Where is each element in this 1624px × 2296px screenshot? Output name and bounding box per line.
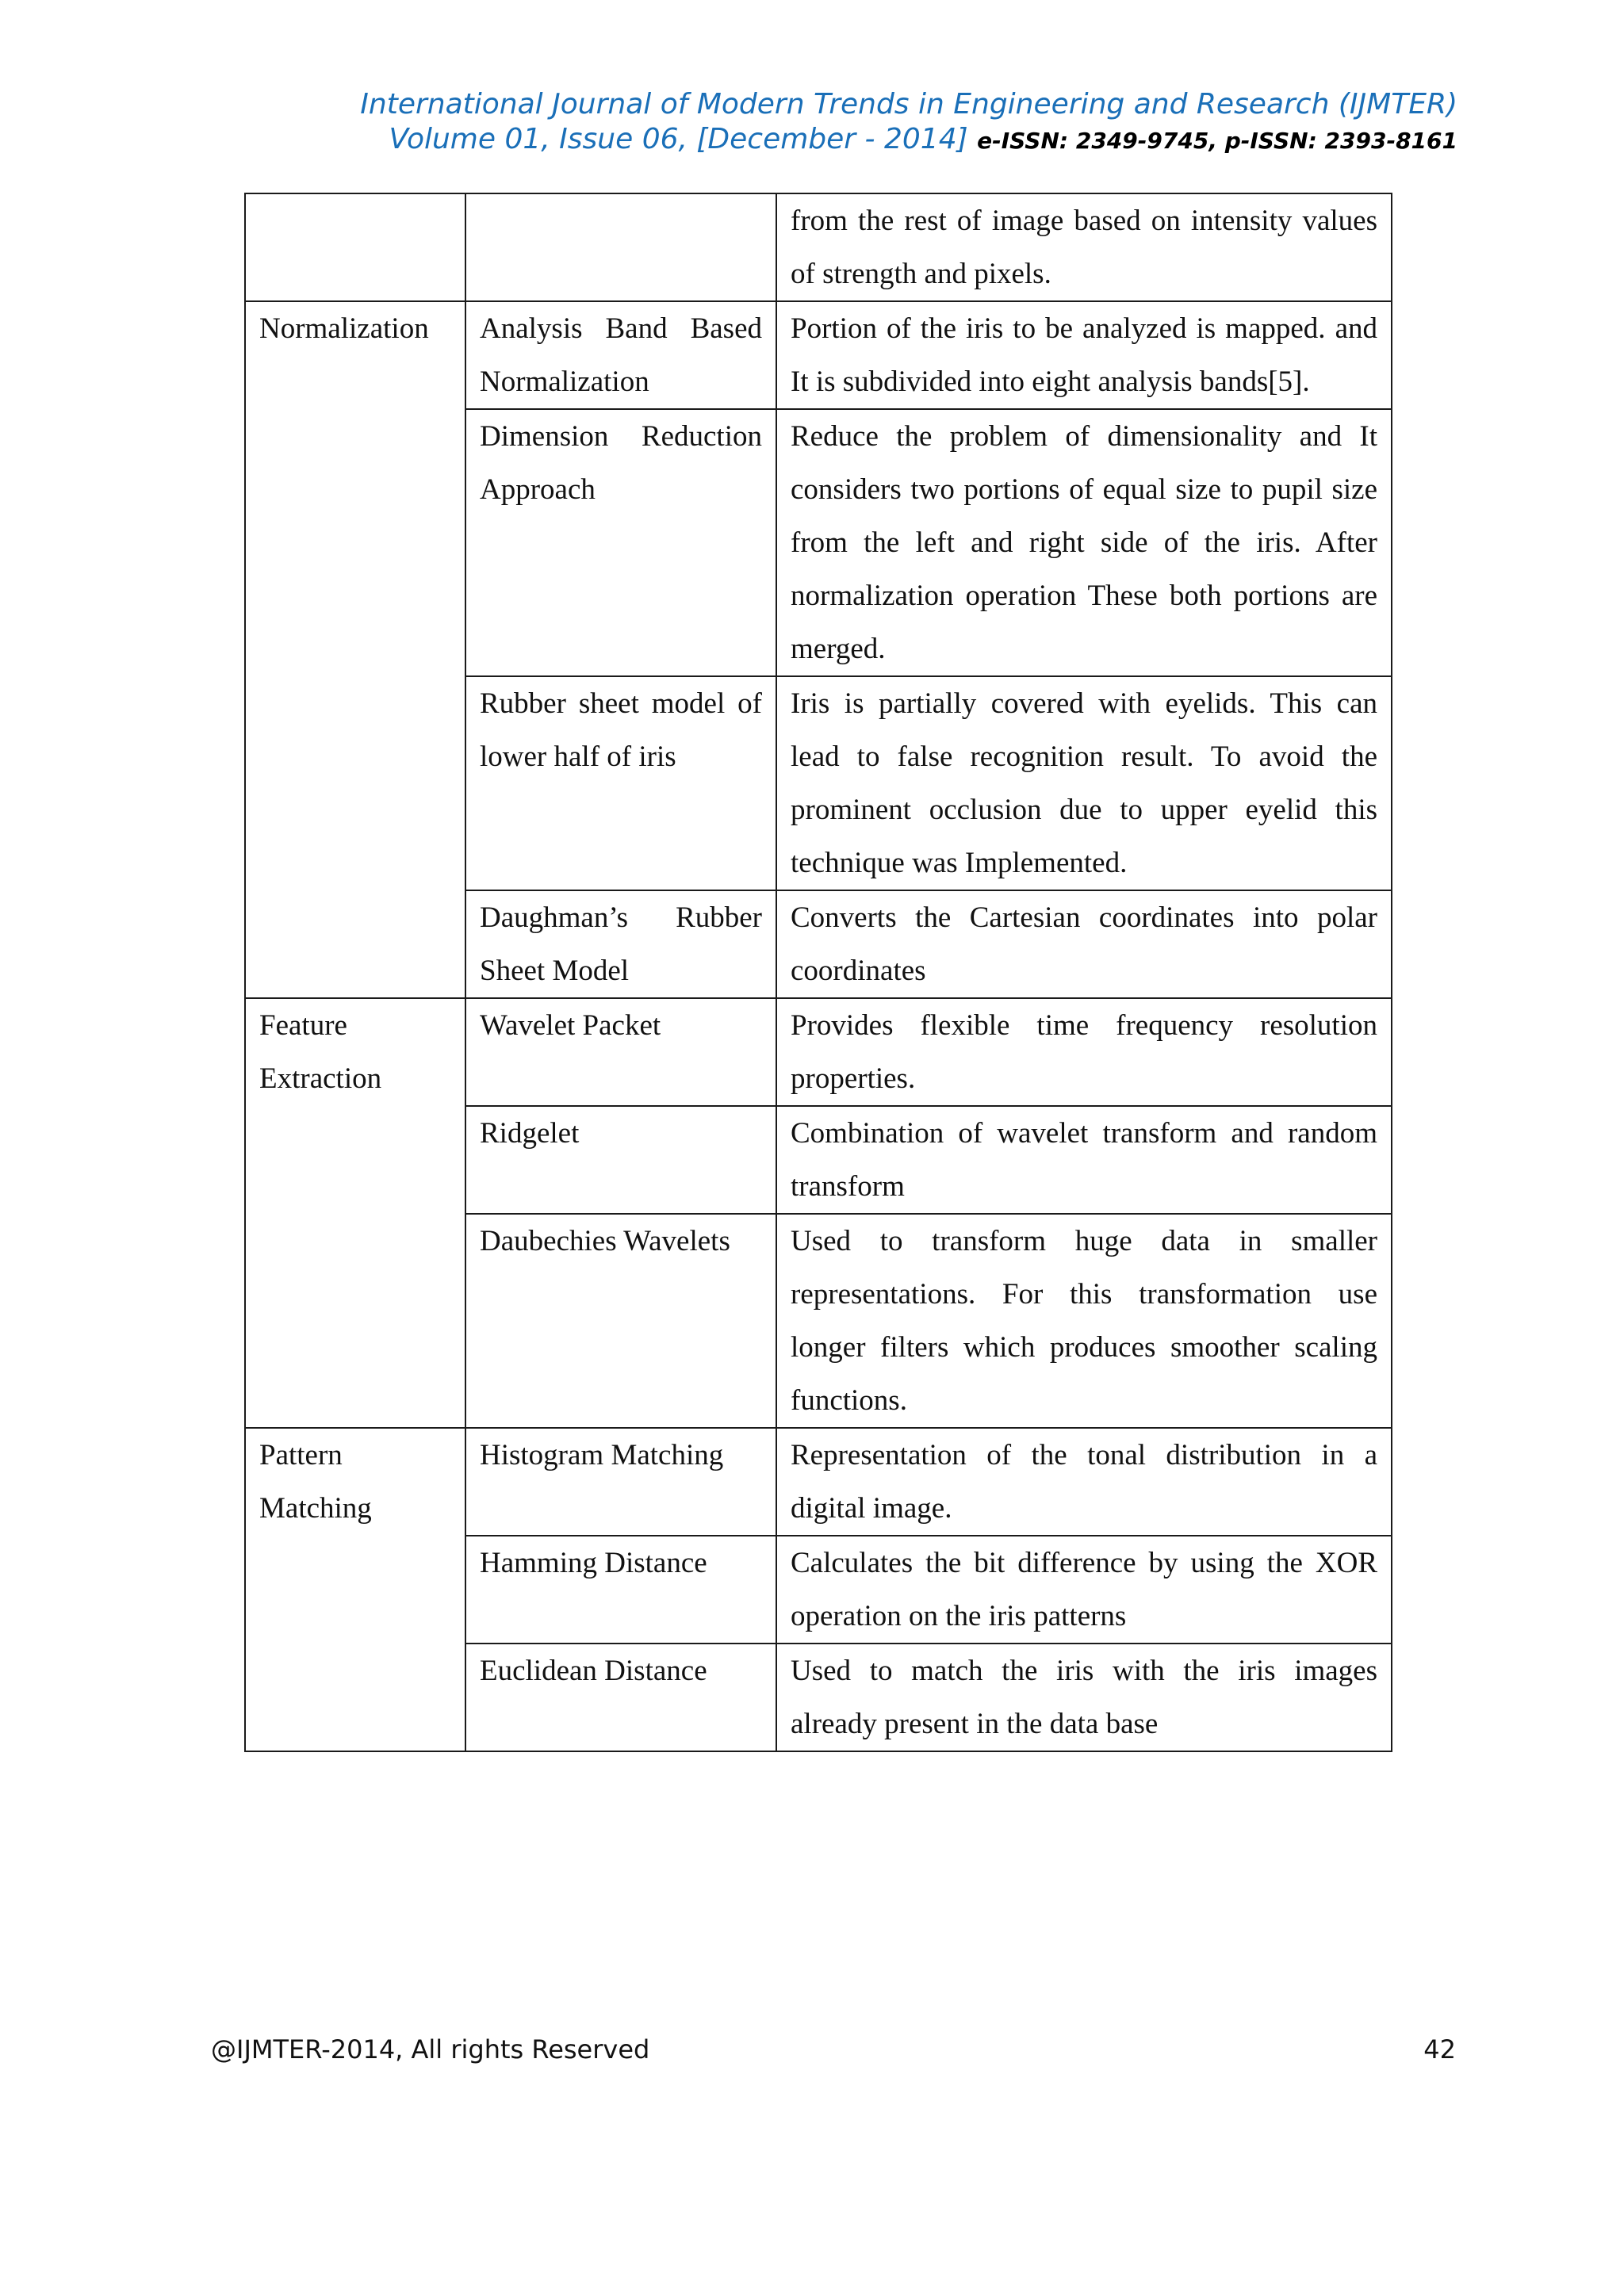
category-cell-empty [245,193,465,301]
description-cell: Provides flexible time frequency resolution properties. [776,998,1392,1106]
journal-volume-line [360,122,1457,159]
method-cell: Ridgelet [465,1106,776,1214]
methods-table [244,193,1392,1752]
description-cell: Used to transform huge data in smaller representations. For this transformation use longer filters which produces smoother scaling functions. [776,1214,1392,1428]
method-cell: Analysis Band Based Normalization [465,301,776,409]
description-cell: Combination of wavelet transform and random transform [776,1106,1392,1214]
journal-header [360,87,1457,159]
method-cell: Wavelet Packet [465,998,776,1106]
method-cell: Daubechies Wavelets [465,1214,776,1428]
table-row [245,998,1392,1106]
description-cell: Converts the Cartesian coordinates into polar coordinates [776,890,1392,998]
category-cell: Pattern Matching [245,1428,465,1751]
method-cell: Hamming Distance [465,1536,776,1644]
description-cell: Representation of the tonal distribution in a digital image. [776,1428,1392,1536]
footer-page-number: 42 [1423,2034,1456,2064]
footer-copyright: @IJMTER-2014, All rights Reserved [211,2034,650,2064]
table-row [245,1428,1392,1536]
journal-title: International Journal of Modern Trends in Engineering and Research (IJMTER) [360,88,1457,121]
method-cell: Rubber sheet model of lower half of iris [465,676,776,890]
method-cell: Daughman’s Rubber Sheet Model [465,890,776,998]
description-cell: Used to match the iris with the iris images already present in the data base [776,1644,1392,1751]
table-row [245,301,1392,409]
description-cell: Portion of the iris to be analyzed is mapped. and It is subdivided into eight analysis bands[5]. [776,301,1392,409]
method-cell: Euclidean Distance [465,1644,776,1751]
method-cell: Dimension Reduction Approach [465,409,776,676]
description-cell: Reduce the problem of dimensionality and It considers two portions of equal size to pupil size from the left and right side of the iris. After normalization operation These both portions are merged. [776,409,1392,676]
journal-issn: e-ISSN: 2349-9745, p-ISSN: 2393-8161 [977,128,1457,154]
table-row [245,193,1392,301]
category-cell: Feature Extraction [245,998,465,1428]
description-cell: from the rest of image based on intensity values of strength and pixels. [776,193,1392,301]
method-cell-empty [465,193,776,301]
description-cell: Iris is partially covered with eyelids. This can lead to false recognition result. To avoid the prominent occlusion due to upper eyelid this technique was Implemented. [776,676,1392,890]
category-cell: Normalization [245,301,465,998]
method-cell: Histogram Matching [465,1428,776,1536]
description-cell: Calculates the bit difference by using the XOR operation on the iris patterns [776,1536,1392,1644]
journal-volume: Volume 01, Issue 06, [December - 2014] [389,123,968,155]
